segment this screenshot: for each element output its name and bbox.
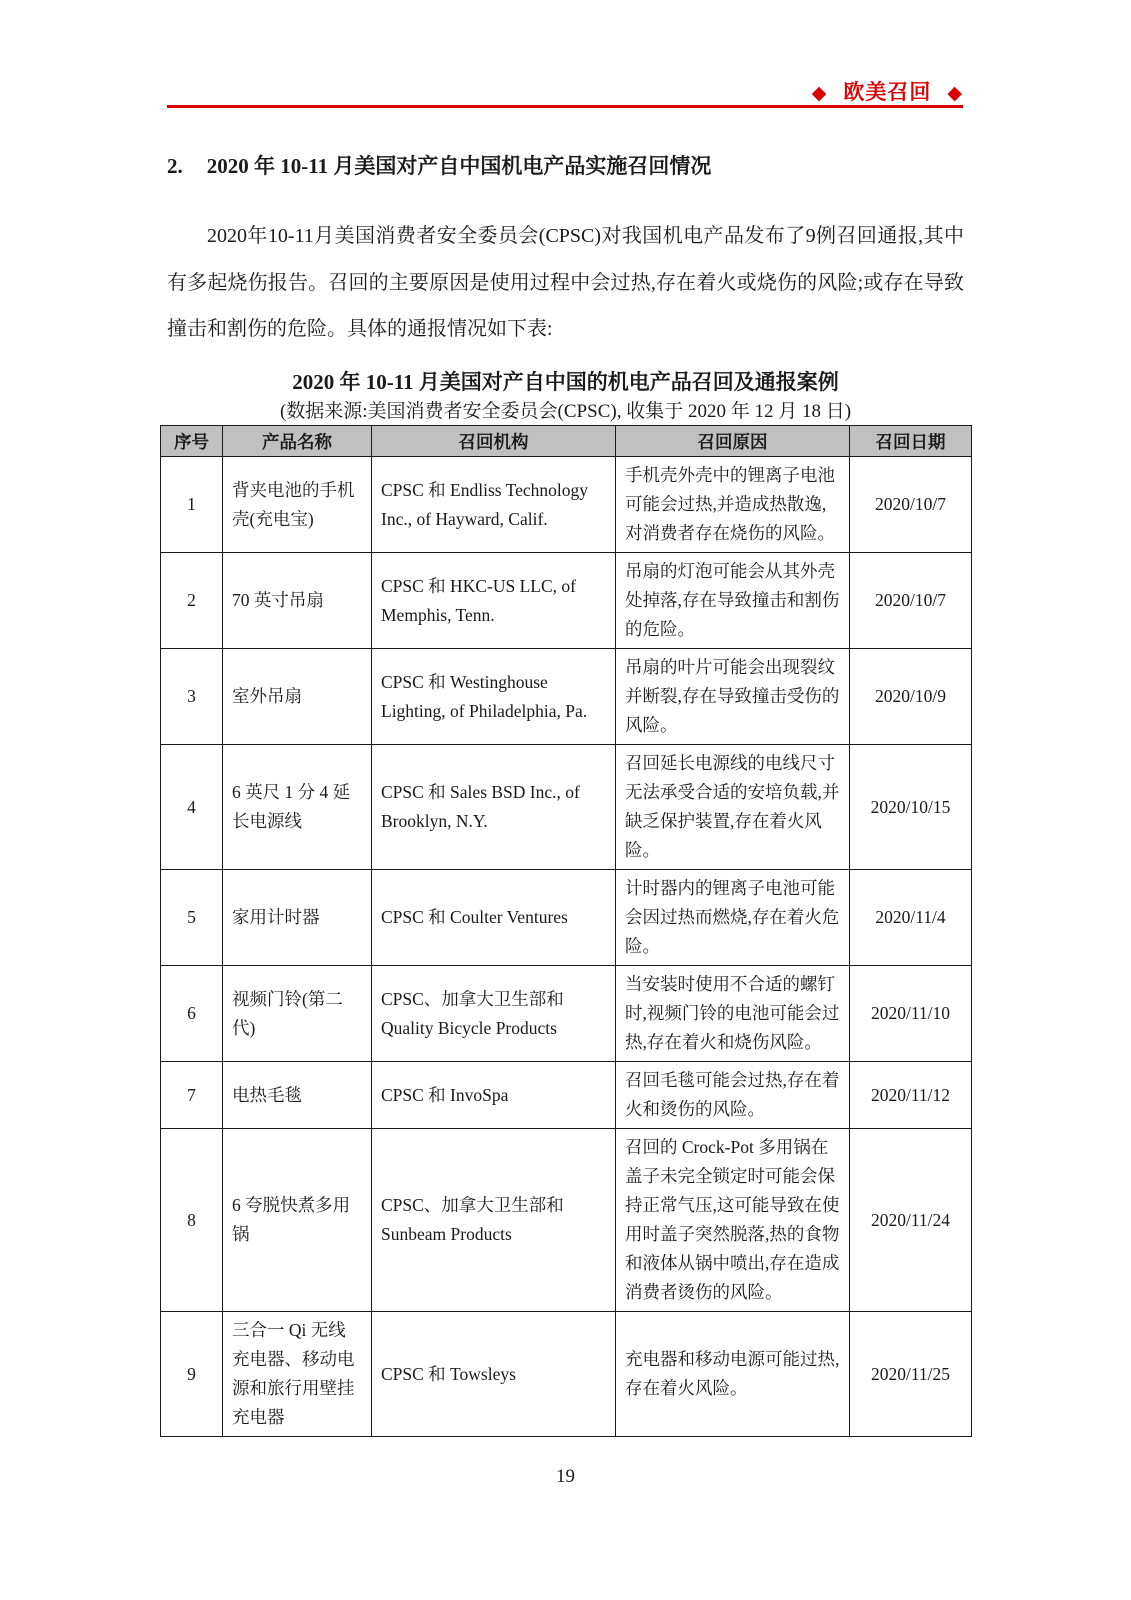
cell-agency: CPSC 和 HKC-US LLC, of Memphis, Tenn.	[372, 553, 616, 649]
cell-date: 2020/10/9	[850, 649, 972, 745]
cell-agency: CPSC 和 Endliss Technology Inc., of Hayward, Calif.	[372, 457, 616, 553]
cell-product: 视频门铃(第二代)	[223, 966, 372, 1062]
cell-product: 6 英尺 1 分 4 延长电源线	[223, 745, 372, 870]
table-title: 2020 年 10-11 月美国对产自中国的机电产品召回及通报案例	[292, 370, 839, 394]
section-heading	[167, 150, 967, 180]
col-header-reason: 召回原因	[616, 426, 850, 457]
section-number: 2.	[167, 154, 183, 178]
cell-agency: CPSC、加拿大卫生部和 Sunbeam Products	[372, 1129, 616, 1312]
col-header-date: 召回日期	[850, 426, 972, 457]
cell-product: 70 英寸吊扇	[223, 553, 372, 649]
table-header-row	[161, 426, 972, 457]
cell-agency: CPSC、加拿大卫生部和 Quality Bicycle Products	[372, 966, 616, 1062]
cell-no: 3	[161, 649, 223, 745]
table-row	[161, 553, 972, 649]
cell-reason: 吊扇的叶片可能会出现裂纹并断裂,存在导致撞击受伤的风险。	[616, 649, 850, 745]
cell-date: 2020/10/7	[850, 457, 972, 553]
col-header-no: 序号	[161, 426, 223, 457]
cell-agency: CPSC 和 Sales BSD Inc., of Brooklyn, N.Y.	[372, 745, 616, 870]
cell-no: 2	[161, 553, 223, 649]
cell-no: 8	[161, 1129, 223, 1312]
cell-reason: 召回毛毯可能会过热,存在着火和烫伤的风险。	[616, 1062, 850, 1129]
cell-product: 三合一 Qi 无线充电器、移动电源和旅行用壁挂充电器	[223, 1312, 372, 1437]
cell-agency: CPSC 和 Coulter Ventures	[372, 870, 616, 966]
table-row	[161, 457, 972, 553]
cell-product: 背夹电池的手机壳(充电宝)	[223, 457, 372, 553]
cell-no: 4	[161, 745, 223, 870]
cell-date: 2020/10/7	[850, 553, 972, 649]
table-row	[161, 870, 972, 966]
cell-product: 电热毛毯	[223, 1062, 372, 1129]
cell-date: 2020/11/10	[850, 966, 972, 1062]
table-row	[161, 966, 972, 1062]
table-source-note: (数据来源:美国消费者安全委员会(CPSC), 收集于 2020 年 12 月 18 日)	[279, 401, 852, 422]
header-rule	[167, 105, 963, 108]
cell-no: 1	[161, 457, 223, 553]
col-header-agency: 召回机构	[372, 426, 616, 457]
table-row	[161, 745, 972, 870]
cell-date: 2020/11/25	[850, 1312, 972, 1437]
cell-product: 室外吊扇	[223, 649, 372, 745]
cell-agency: CPSC 和 Westinghouse Lighting, of Philadelphia, Pa.	[372, 649, 616, 745]
cell-reason: 召回的 Crock-Pot 多用锅在盖子未完全锁定时可能会保持正常气压,这可能导致在使用时盖子突然脱落,热的食物和液体从锅中喷出,存在造成消费者烫伤的风险。	[616, 1129, 850, 1312]
table-row	[161, 1129, 972, 1312]
table-row	[161, 1062, 972, 1129]
cell-reason: 吊扇的灯泡可能会从其外壳处掉落,存在导致撞击和割伤的危险。	[616, 553, 850, 649]
cell-reason: 手机壳外壳中的锂离子电池可能会过热,并造成热散逸,对消费者存在烧伤的风险。	[616, 457, 850, 553]
header-label: 欧美召回	[843, 80, 932, 104]
cell-reason: 计时器内的锂离子电池可能会因过热而燃烧,存在着火危险。	[616, 870, 850, 966]
cell-date: 2020/11/4	[850, 870, 972, 966]
page-number: 19	[556, 1466, 575, 1487]
diamond-icon: ◆	[947, 83, 963, 104]
cell-date: 2020/10/15	[850, 745, 972, 870]
cell-date: 2020/11/24	[850, 1129, 972, 1312]
cell-no: 7	[161, 1062, 223, 1129]
col-header-product: 产品名称	[223, 426, 372, 457]
cell-date: 2020/11/12	[850, 1062, 972, 1129]
cell-agency: CPSC 和 InvoSpa	[372, 1062, 616, 1129]
table-row	[161, 649, 972, 745]
cell-product: 家用计时器	[223, 870, 372, 966]
cell-no: 5	[161, 870, 223, 966]
cell-reason: 充电器和移动电源可能过热,存在着火风险。	[616, 1312, 850, 1437]
page-header-badge	[167, 76, 963, 106]
cell-reason: 当安装时使用不合适的螺钉时,视频门铃的电池可能会过热,存在着火和烧伤风险。	[616, 966, 850, 1062]
cell-reason: 召回延长电源线的电线尺寸无法承受合适的安培负载,并缺乏保护装置,存在着火风险。	[616, 745, 850, 870]
recall-table	[160, 425, 972, 1437]
cell-agency: CPSC 和 Towsleys	[372, 1312, 616, 1437]
section-title: 2020 年 10-11 月美国对产自中国机电产品实施召回情况	[206, 154, 712, 178]
diamond-icon: ◆	[811, 83, 828, 104]
table-row	[161, 1312, 972, 1437]
cell-no: 6	[161, 966, 223, 1062]
cell-product: 6 夸脱快煮多用锅	[223, 1129, 372, 1312]
cell-no: 9	[161, 1312, 223, 1437]
intro-paragraph: 2020年10-11月美国消费者安全委员会(CPSC)对我国机电产品发布了9例召回通报,其中有多起烧伤报告。召回的主要原因是使用过程中会过热,存在着火或烧伤的风险;或存在导致撞击和割伤的危险。具体的通报情况如下表:	[167, 225, 964, 340]
